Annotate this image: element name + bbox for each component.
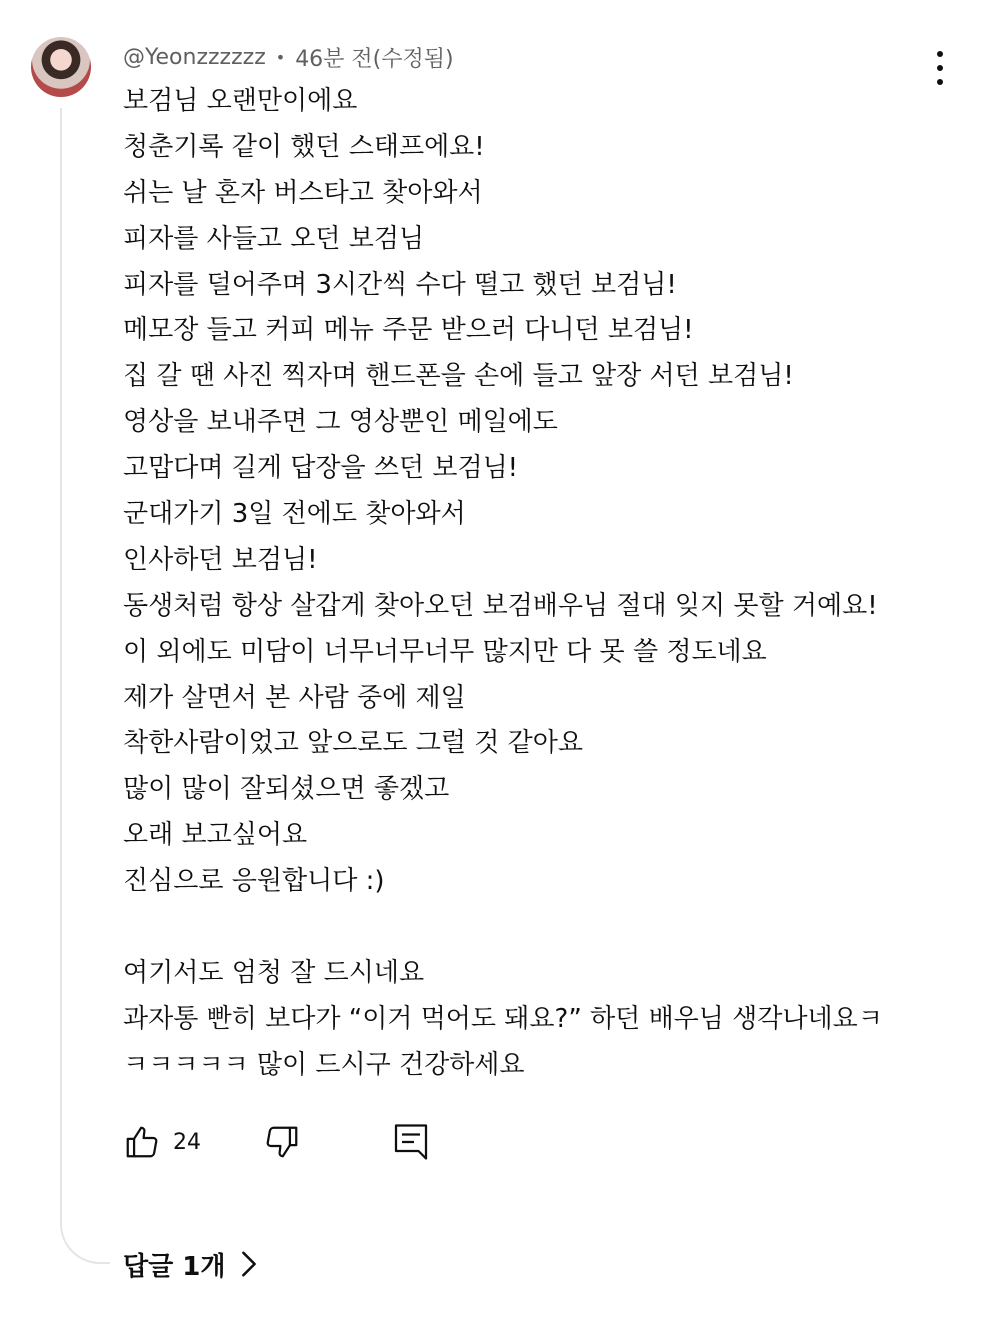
comment-line: 이 외에도 미담이 너무너무너무 많지만 다 못 쓸 정도네요 (123, 636, 767, 667)
comment-line: 피자를 사들고 오던 보검님 (123, 223, 425, 254)
comment-line: 영상을 보내주면 그 영상뿐인 메일에도 (123, 407, 558, 438)
like-count: 24 (173, 1129, 201, 1155)
menu-dot (937, 65, 943, 71)
comment-line: 여기서도 엄청 잘 드시네요 (123, 957, 425, 988)
comment-line: 동생처럼 항상 살갑게 찾아오던 보검배우님 절대 잊지 못할 거예요! (123, 590, 878, 621)
comment-line: 군대가기 3일 전에도 찾아와서 (123, 499, 466, 530)
comment-reply-icon (393, 1122, 429, 1162)
comment-line: ㅋㅋㅋㅋㅋ 많이 드시구 건강하세요 (123, 1049, 525, 1080)
comment-line: 피자를 덜어주며 3시간씩 수다 떨고 했던 보검님! (123, 269, 677, 300)
replies-toggle[interactable] (123, 1242, 258, 1286)
comment-line: 오래 보고싶어요 (123, 820, 308, 851)
comment-line: 과자통 빤히 보다가 “이거 먹어도 돼요?” 하던 배우님 생각나네요ㅋ (123, 1003, 883, 1034)
comment-line: 메모장 들고 커피 메뉴 주문 받으러 다니던 보검님! (123, 315, 694, 346)
comment-body (123, 79, 943, 1089)
comment-line: 청춘기록 같이 했던 스태프에요! (123, 131, 485, 162)
comment-line: 인사하던 보검님! (123, 544, 318, 575)
comment-time[interactable]: 46분 전(수정됨) (295, 46, 454, 72)
reply-button[interactable] (393, 1122, 429, 1162)
reply-thread-line (60, 108, 110, 1264)
comment-line: 보검님 오랜만이에요 (123, 86, 358, 116)
header-separator: • (275, 47, 286, 67)
comment-actions (123, 1118, 429, 1166)
comment-header (123, 41, 454, 73)
comment-line: 착한사람이었고 앞으로도 그럴 것 같아요 (123, 728, 584, 759)
comment-line: 고맙다며 길게 답장을 쓰던 보검님! (123, 453, 519, 484)
thumb-down-icon (263, 1123, 301, 1161)
dislike-button[interactable] (263, 1123, 301, 1161)
comment-line: 진심으로 응원합니다 :) (123, 866, 385, 897)
comment-line: 많이 많이 잘되셨으면 좋겠고 (123, 774, 450, 805)
like-button[interactable] (123, 1123, 201, 1161)
thumb-up-icon (123, 1123, 161, 1161)
replies-label: 답글 1개 (123, 1251, 226, 1282)
menu-dot (937, 51, 943, 57)
chevron-right-icon (240, 1250, 258, 1278)
comment-line (123, 905, 943, 951)
comment-line: 제가 살면서 본 사람 중에 제일 (123, 682, 466, 713)
comment-line: 집 갈 땐 사진 찍자며 핸드폰을 손에 들고 앞장 서던 보검님! (123, 361, 794, 392)
avatar[interactable] (31, 37, 91, 97)
comment-author[interactable]: @Yeonzzzzzz (123, 44, 266, 70)
comment-line: 쉬는 날 혼자 버스타고 찾아와서 (123, 177, 483, 208)
